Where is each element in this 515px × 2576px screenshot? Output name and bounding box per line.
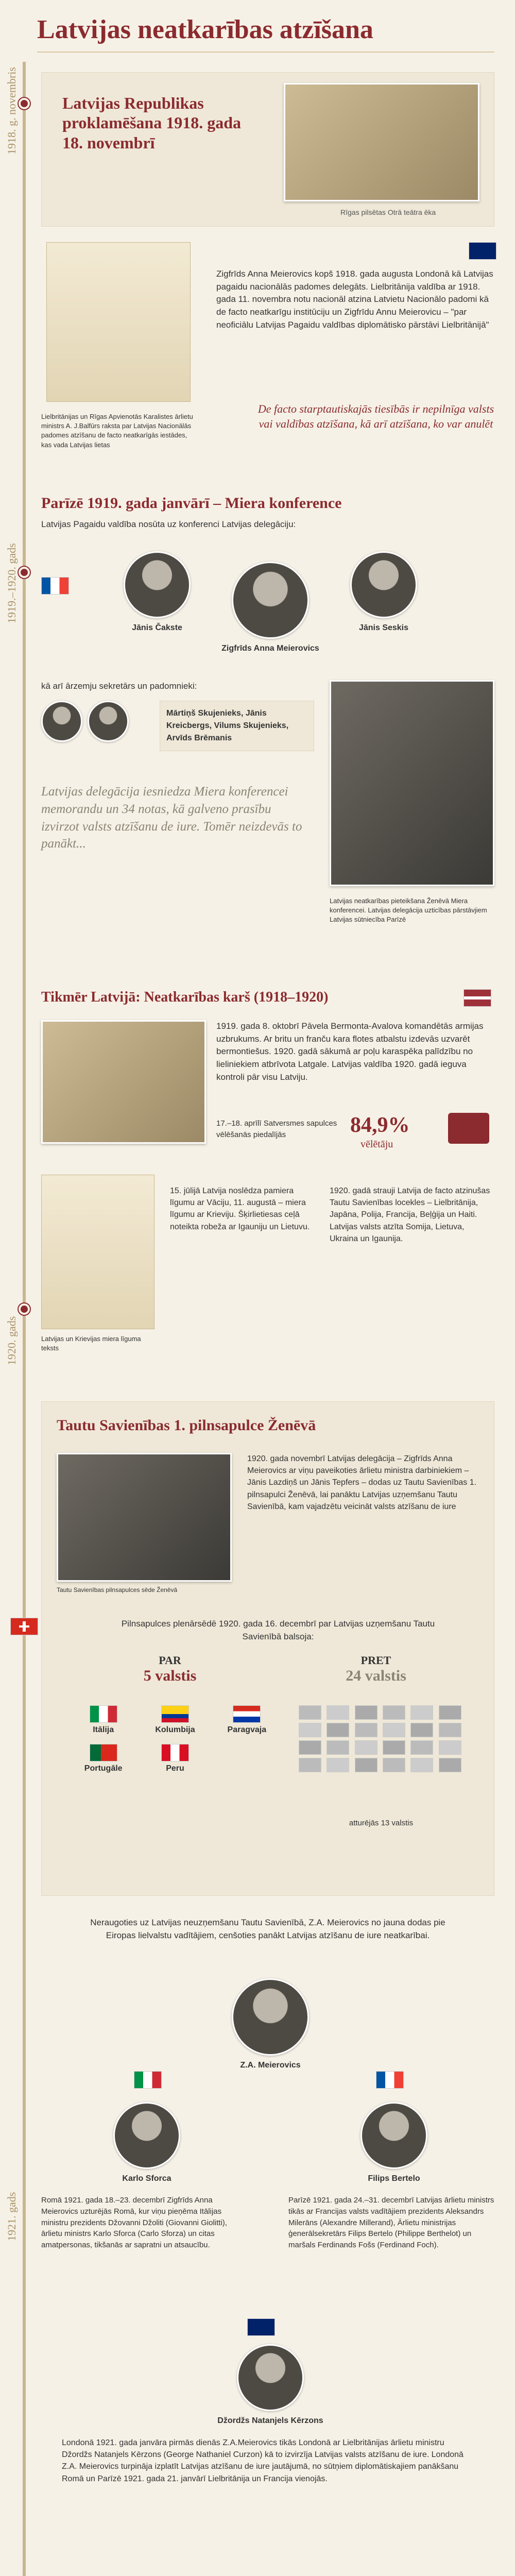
proclamation-card (41, 72, 494, 227)
sforza-portrait (113, 2102, 180, 2169)
timeline-line (23, 62, 26, 2576)
london-visit-text: Londonā 1921. gada janvāra pirmās dienās Z.A.Meierovics tikās Londonā ar Lielbritānijas ārlietu ministru Džordžs Natanjels Kērzons (George Nathaniel Curzon) kā to izvirzīja Latvijas valsts atzīšanu de iure. Londonā Z.A. Meierovics turpināja izplatīt Latvijas atzīšanu de iure jautājumā, no sūtņiem diplomātiskajiem panākšanu Romā un Parīzē 1921. gada 21. janvārī Lielbritānija un Francija vienojās. (62, 2438, 464, 2483)
uk-flag-icon (247, 2318, 275, 2336)
advisers-photos (41, 701, 144, 757)
advisers-list: Mārtiņš Skujenieks, Jānis Kreicbergs, Vilums Skujenieks, Arvīds Brēmanis (160, 701, 314, 751)
visits-intro: Neraugoties uz Latvijas neuzņemšanu Tautu Savienībā, Z.A. Meierovics no jauna dodas pie Eiropas lielvalstu vadītājiem, cenšoties panākt Latvijas atzīšanu de iure neatkarībai. (90, 1918, 445, 1940)
paris-visit-text: Parīzē 1921. gada 24.–31. decembrī Latvijas ārlietu ministrs tikās ar Francijas valsts vadītājiem prezidents Aleksandrs Milerāns (Alexandre Millerand), Ārlietu ministrijas ģenerālsekretārs Filips Bertelo (Philippe Berthelot) un maršals Ferdinands Fošs (Ferdinand Foch). (288, 2196, 494, 2249)
timeline-date: 1919.–1920. gads (5, 543, 18, 623)
section-diplomatic-visits (41, 1917, 494, 2576)
elections-text: 17.–18. aprīlī Satversmes sapulces vēlēšanās piedalījās (216, 1119, 337, 1139)
meierovics-portrait (232, 562, 309, 639)
balfour-document (46, 242, 191, 402)
assembly-photo (57, 1453, 232, 1582)
curzon-portrait (237, 2344, 304, 2411)
cakste-portrait (124, 551, 191, 618)
timeline-dot (19, 567, 30, 578)
for-count: 5 valstis (143, 1667, 197, 1684)
center-name: Z.A. Meierovics (240, 2061, 301, 2070)
proclamation-body: Zigfrīds Anna Meierovics kopš 1918. gada augusta Londonā kā Latvijas pagaidu nacionālās padomes delegāts. Lielbritānija valdība ar 1918. gada 11. novembra notu nacionāl atzina Latvietu Nacionālo padomi kā de facto neatkarīgu institūciju un Zigfrīdu Annu Meierovicu – "par neoficiālu Latvijas Pagaidu valdības diplomātisko pārstāvi Lielbritānijā" (216, 269, 493, 330)
france-flag-icon (41, 577, 69, 595)
war-headline: Tikmēr Latvijā: Neatkarības karš (1918–1920) (41, 989, 329, 1005)
berthelot-portrait (360, 2102, 427, 2169)
league-headline: Tautu Savienības 1. pilnsapulce Ženēvā (57, 1417, 316, 1434)
page-title: Latvijas neatkarības atzīšana (37, 15, 373, 44)
latvia-flag-icon (464, 989, 491, 1007)
italy-flag-icon (134, 2071, 162, 2089)
conference-headline: Parīzē 1919. gada janvārī – Miera konference (41, 495, 342, 512)
vote-intro: Pilnsapulces plenārsēdē 1920. gada 16. decembrī par Latvijas uzņemšanu Tautu Savienībā balsoja: (121, 1619, 435, 1641)
section-proclamation (41, 72, 494, 484)
theatre-photo-caption: Rīgas pilsētas Otrā teātra ēka (340, 208, 436, 216)
section-independence-war (41, 989, 494, 1391)
turnout-label: vēlētāju (360, 1139, 393, 1150)
country-portugal: Portugāle (72, 1744, 134, 1773)
berthelot-name: Filips Bertelo (368, 2174, 420, 2183)
for-vote (93, 1654, 247, 1685)
timeline-dot (19, 98, 30, 109)
league-intro: 1920. gada novembrī Latvijas delegācija – Zigfrīds Anna Meierovics ar viņu paveikoties ārlietu ministra darbiniekiem – Jānis Lazdiņš un Jānis Tepfers – dodas uz Tautu Savienības 1. pilnsapulci Ženēvā, lai panāktu Latvijas uzņemšanu Tautu Savienībā, kam vajadzētu veicināt valsts atzīšanu de iure (247, 1454, 477, 1511)
france-flag-icon (376, 2071, 404, 2089)
meierovics-name: Zigfrīds Anna Meierovics (221, 644, 319, 653)
switzerland-flag-icon (10, 1618, 38, 1635)
treaty-text: 15. jūlijā Latvija noslēdza pamiera līgumu ar Vāciju, 11. augustā – miera līgumu ar Krieviju. Šķirlietiesas ceļā noteikta robeža ar Igauniju un Lietuvu. (170, 1187, 310, 1231)
turnout-percent: 84,9% (350, 1113, 410, 1137)
timeline-dot (19, 1303, 30, 1315)
advisers-label: kā arī ārzemju sekretārs un padomnieki: (41, 681, 197, 691)
timeline-date: 1920. gads (5, 1316, 18, 1365)
memorandum-quote: Latvijas delegācija iesniedza Miera konferencei memorandu un 34 notas, kā galveno prasību izvirzot valsts atzīšanu de iure. Tomēr neizdevās to panākt... (41, 785, 302, 851)
cakste-name: Jānis Čakste (132, 623, 182, 632)
rome-visit-text: Romā 1921. gada 18.–23. decembrī Zigfrīds Anna Meierovics uzturējās Romā, kur viņu pieņēma Itālijas ministru prezidents Džovanni Džoliti (Giovanni Giolitti), ārlietu ministrs Karlo Sforca (Carlo Sforza) un citas amatpersonas, tikšanās ar sapratni un atsaucību. (41, 2196, 227, 2249)
recognition-text: 1920. gadā strauji Latvija de facto atzinušas Tautu Savienības locekles – Lielbritānija, Japāna, Polija, Francija, Beļģija un Haiti. Latvijas valsts atzīta Somija, Lietuva, Ukraina un Igaunija. (330, 1187, 490, 1243)
de-facto-note: De facto starptautiskajās tiesībās ir nepilnīga valsts vai valdības atzīšana, kā arī atzīšana, ko var anulēt (258, 402, 494, 430)
seskis-name: Jānis Seskis (358, 623, 409, 632)
balfour-caption: Lielbritānijas un Rīgas Apvienotās Karalistes ārlietu ministrs A. J.Balfūrs raksta par Latvijas Nacionālās padomes atzīšanu de facto neatkarīgās iestādes, kas vada Latvijas lietas (41, 413, 193, 449)
against-vote (299, 1654, 453, 1685)
header-divider (37, 52, 494, 53)
against-label: PRET (360, 1654, 391, 1667)
for-countries (72, 1705, 278, 1773)
section-league-of-nations (41, 1401, 494, 1896)
against-flags (299, 1705, 464, 1772)
sforza-name: Karlo Sforca (122, 2174, 171, 2183)
abstain-count: atturējās 13 valstis (349, 1819, 414, 1827)
timeline-date: 1921. gads (5, 2192, 18, 2241)
timeline-date: 1918. g. novembris (5, 67, 18, 155)
delegation-caption: Latvijas neatkarības pieteikšana Ženēvā Miera konferencei. Latvijas delegācija uzticības pārstāvjiem Latvijas sūtniecība Parīzē (330, 897, 487, 924)
uk-flag-icon (469, 242, 496, 260)
treaty-document (41, 1175, 154, 1329)
delegation-photo (330, 680, 494, 886)
war-body: 1919. gada 8. oktobrī Pāvela Bermonta-Avalova komandētās armijas uzbrukums. Ar britu un franču kara flotes atbalstu izdevās uzvarēt bermontiešus. 1920. gadā sākumā ar poļu karaspēka palīdzību no lieliniekiem atbrīvota Latgale. Latvijas valdība 1920. gadā ieguva kontroli pār visu Latviju. (216, 1021, 484, 1082)
country-peru: Peru (144, 1744, 206, 1773)
for-label: PAR (159, 1654, 181, 1667)
country-italy: Itālija (72, 1705, 134, 1735)
against-count: 24 valstis (346, 1667, 406, 1684)
section-peace-conference (41, 495, 494, 979)
ballot-box-icon (448, 1113, 489, 1144)
country-colombia: Kolumbija (144, 1705, 206, 1735)
country-paraguay: Paragvaja (216, 1705, 278, 1735)
meierovics-portrait-center (232, 1978, 309, 2056)
treaty-caption: Latvijas un Krievijas miera līguma teksts (41, 1335, 141, 1352)
proclamation-headline: Latvijas Republikas proklamēšana 1918. gada 18. novembrī (62, 94, 242, 152)
page-header (0, 0, 515, 62)
assembly-caption: Tautu Savienības pilnsapulces sēde Ženēvā (57, 1586, 178, 1594)
war-photo (41, 1020, 206, 1144)
curzon-name: Džordžs Natanjels Kērzons (217, 2416, 323, 2425)
theatre-photo (284, 83, 479, 201)
conference-sub: Latvijas Pagaidu valdība nosūta uz konferenci Latvijas delegāciju: (41, 519, 296, 529)
seskis-portrait (350, 551, 417, 618)
